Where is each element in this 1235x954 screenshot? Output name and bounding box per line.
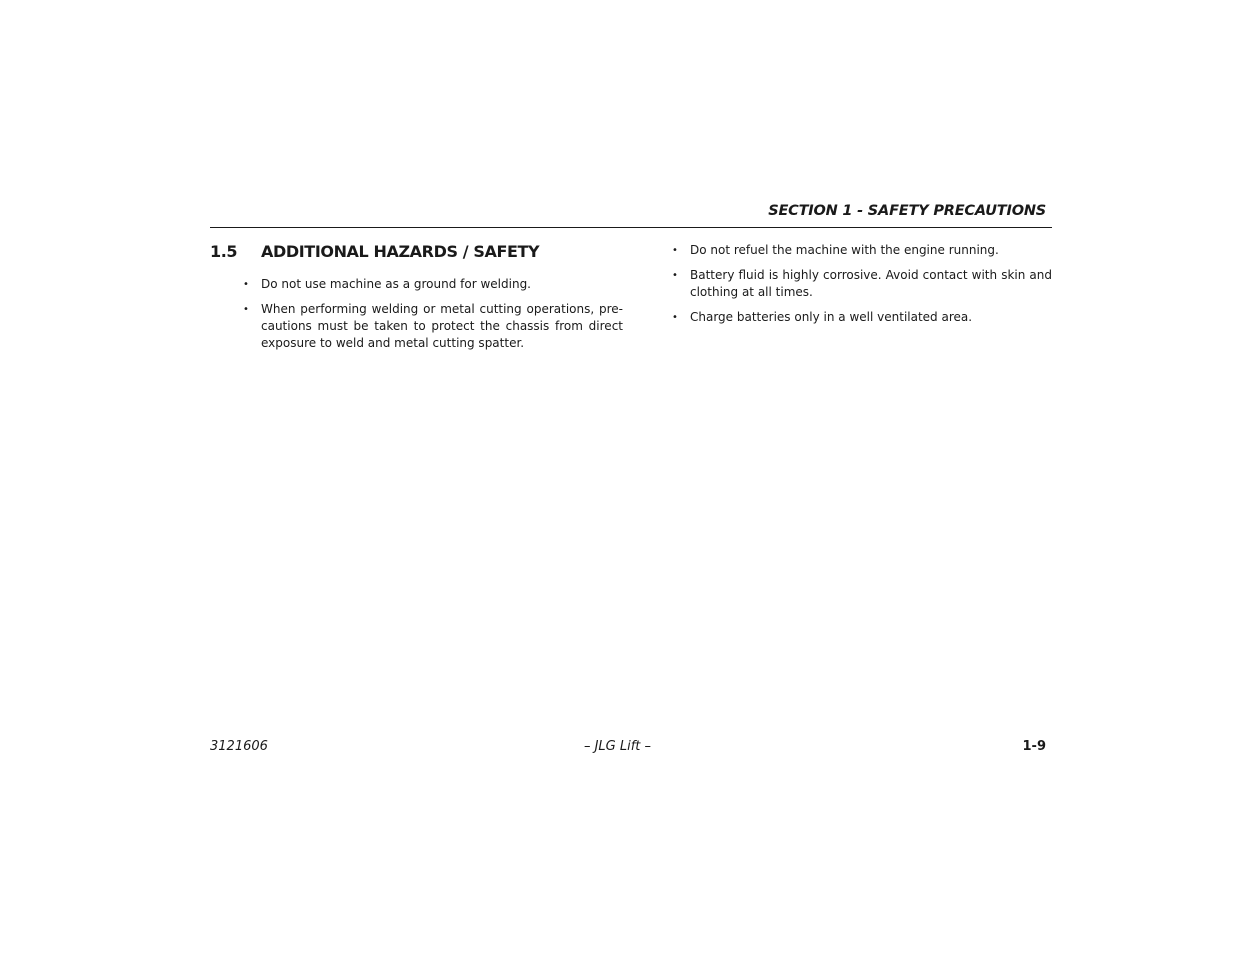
right-bullet-list <box>672 242 1052 334</box>
section-title: ADDITIONAL HAZARDS / SAFETY <box>261 242 540 261</box>
list-item-text: Do not use machine as a ground for welding. <box>261 277 531 291</box>
list-item <box>672 267 1052 301</box>
section-number: 1.5 <box>210 242 238 261</box>
section-header-title: SECTION 1 - SAFETY PRECAUTIONS <box>768 203 1046 219</box>
section-heading <box>210 242 539 264</box>
list-item <box>243 301 623 352</box>
footer-page-number: 1-9 <box>1022 739 1046 754</box>
list-item <box>672 242 1052 259</box>
bullet-icon: • <box>672 312 678 323</box>
running-header <box>210 203 1052 228</box>
list-item-text: Do not refuel the machine with the engine running. <box>690 243 999 257</box>
list-item <box>243 276 623 293</box>
bullet-icon: • <box>672 270 678 281</box>
bullet-icon: • <box>243 279 249 290</box>
list-item-text: Charge batteries only in a well ventilated area. <box>690 310 973 324</box>
left-bullet-list <box>243 276 623 360</box>
list-item <box>672 309 1052 326</box>
bullet-icon: • <box>672 245 678 256</box>
list-item-text: When performing welding or metal cutting operations, pre-cautions must be taken to protect the chassis from direct exposure to weld and metal cutting spatter. <box>261 302 623 350</box>
list-item-text: Battery fluid is highly corrosive. Avoid contact with skin and clothing at all times. <box>690 268 1052 299</box>
footer-doc-number: 3121606 <box>210 739 268 754</box>
bullet-icon: • <box>243 304 249 315</box>
footer-publisher: – JLG Lift – <box>583 739 652 754</box>
